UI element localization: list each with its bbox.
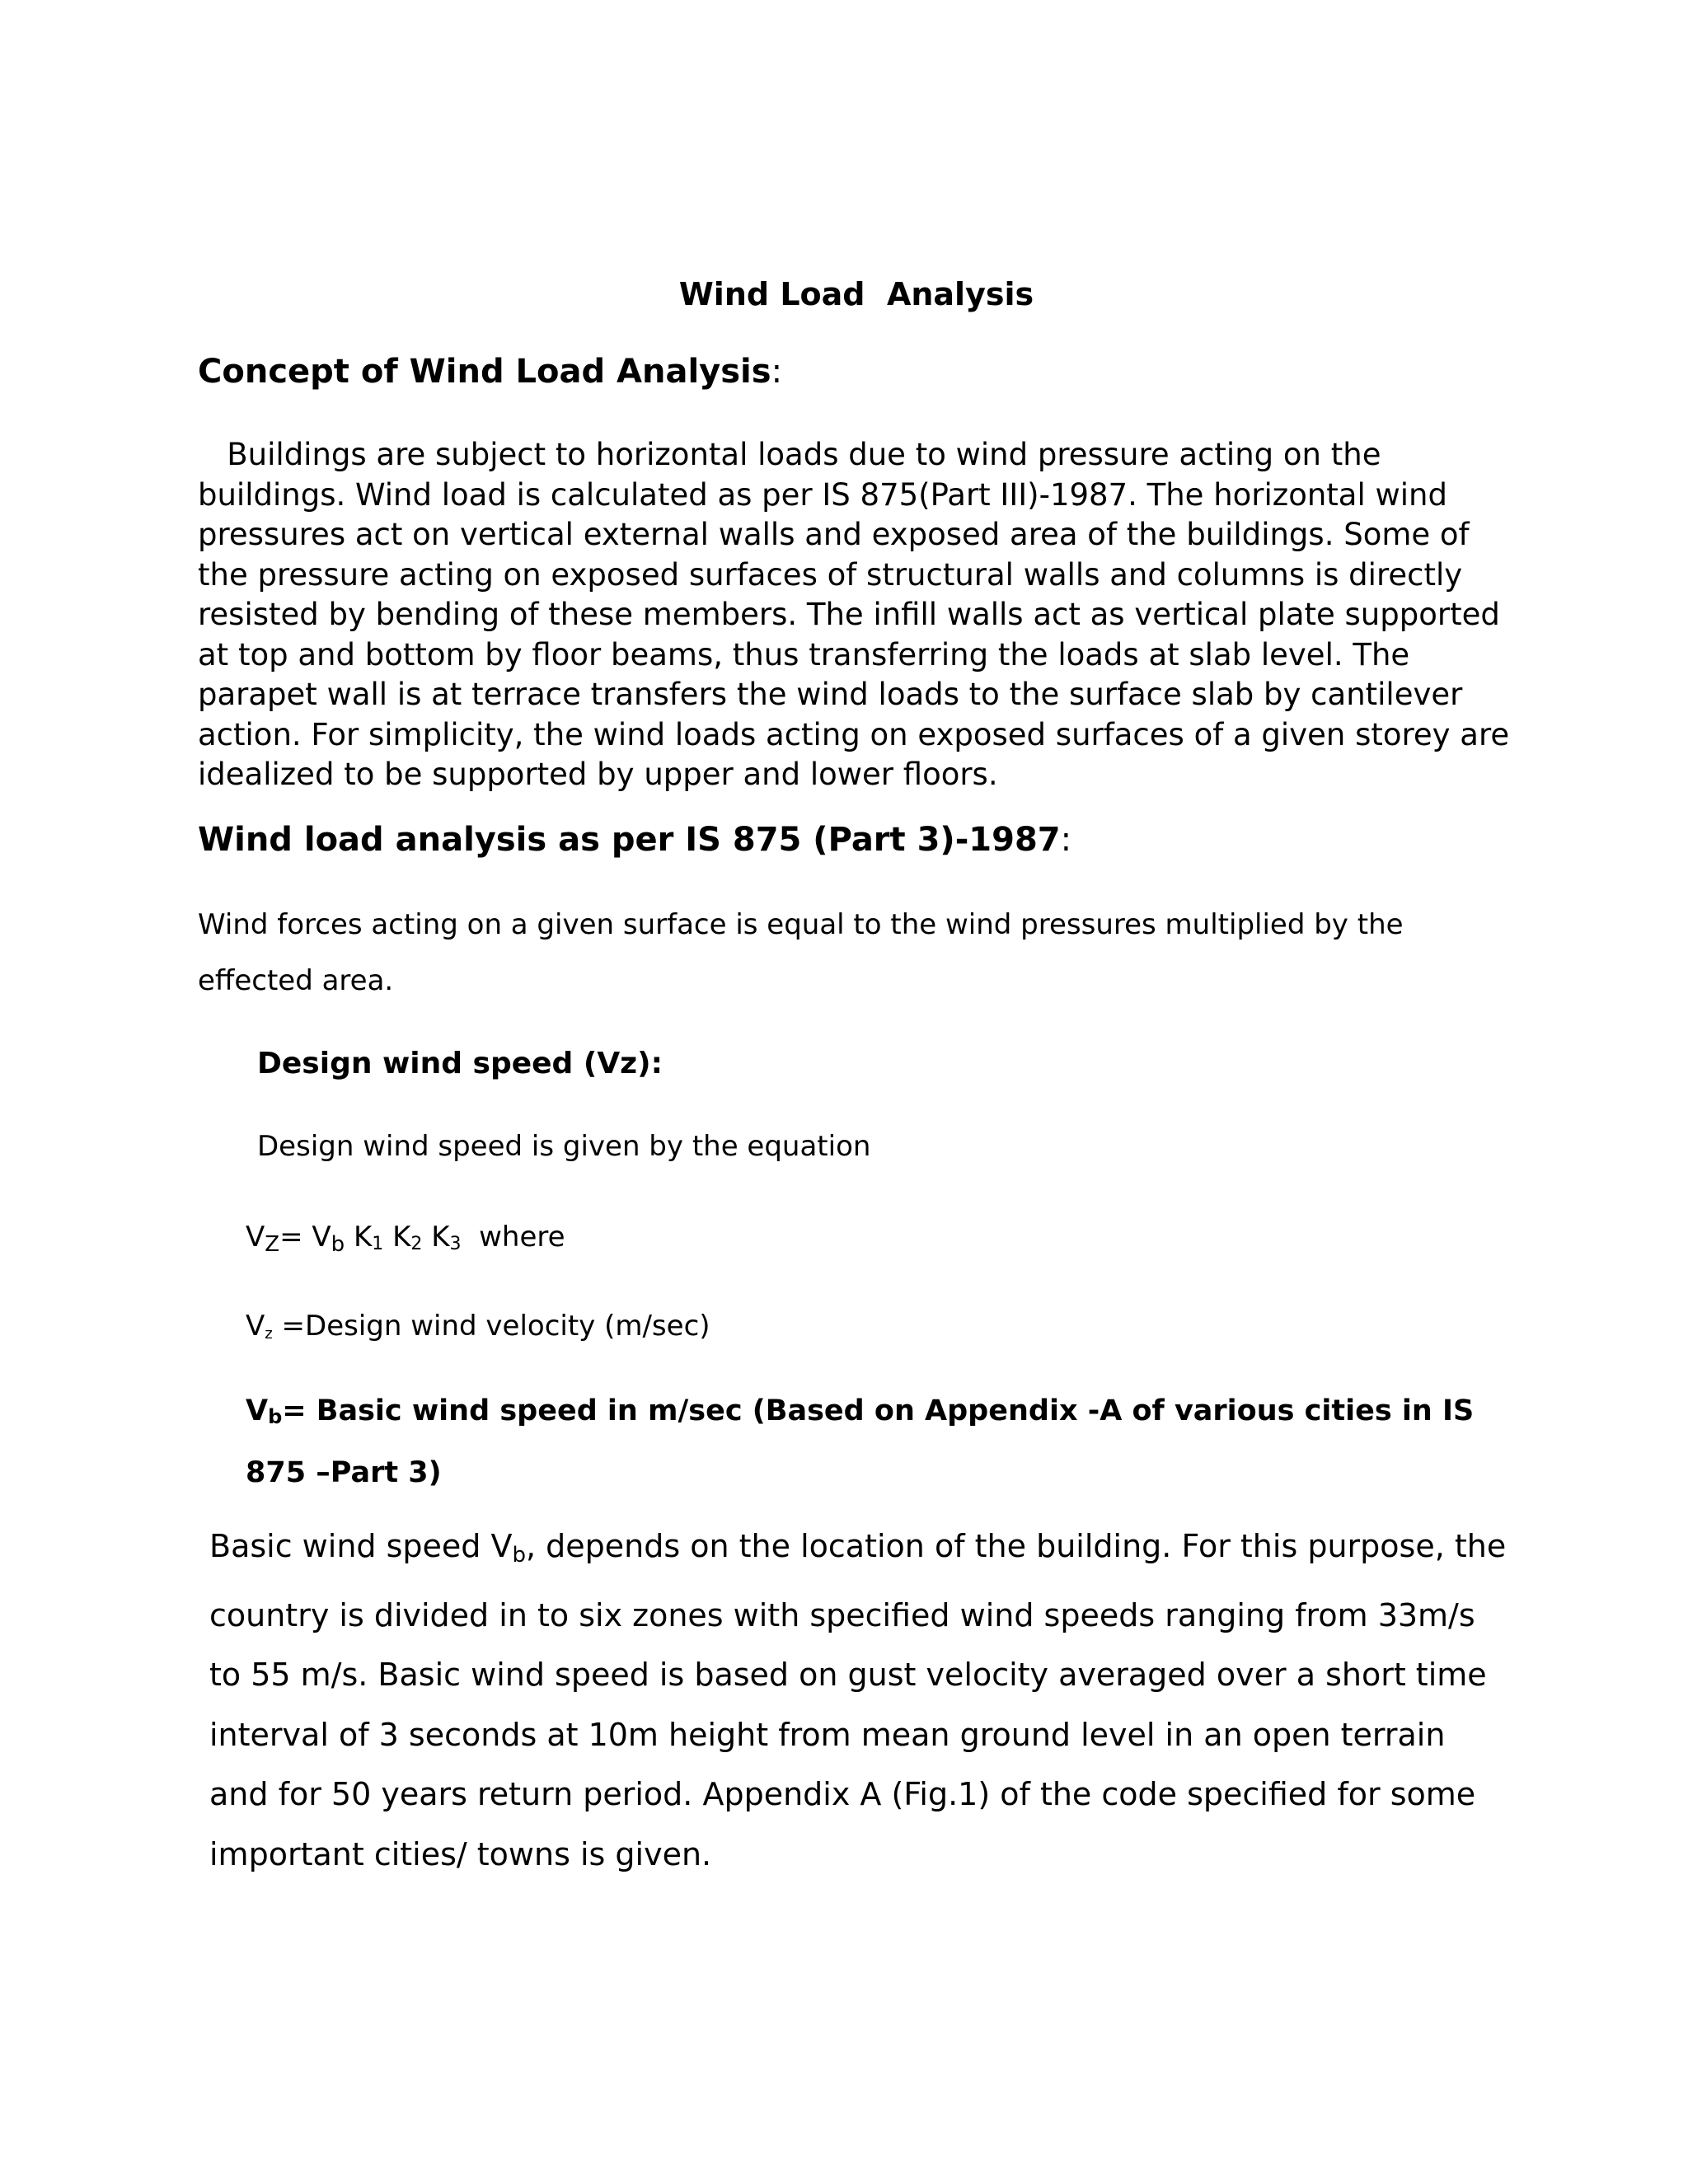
section-heading-concept-text: Concept of Wind Load Analysis [198, 353, 771, 391]
section-heading-concept-colon: : [771, 353, 783, 391]
basic-wind-speed-part2: , depends on the location of the building. For this purpose, the country is divided in to six zones with specified wind speeds ranging from 33m/s to 55 m/s. Basic wind speed is based on gust velocity averaged over a short time interval of 3 seconds at 10m height from mean ground level in an open terrain and for 50 years return period. Appendix A (Fig.1) of the code specified for some important cities/ towns is given. [209, 1528, 1507, 1872]
vb-def-sub: b [268, 1405, 283, 1428]
vz-def-v: V [246, 1310, 265, 1343]
design-wind-speed-heading: Design wind speed (Vz): [257, 1047, 663, 1080]
concept-paragraph: Buildings are subject to horizontal loads due to wind pressure acting on the buildings. Wind load is calculated as per IS 875(Part III)-1987. The horizontal wind pressures act on vertical external walls and exposed area of the buildings. Some of the pressure acting on exposed surfaces of structural walls and columns is directly resisted by bending of these members. The infill walls act as vertical plate supported at top and bottom by floor beams, thus transferring the loads at slab level. The parapet wall is at terrace transfers the wind loads to the surface slab by cantilever action. For simplicity, the wind loads acting on exposed surfaces of a given storey are idealized to be supported by upper and lower floors. [198, 437, 1519, 792]
eq-k1: K [353, 1221, 373, 1254]
eq-k3-sub: 3 [449, 1234, 462, 1254]
section-heading-is875 [198, 819, 1071, 860]
basic-wind-speed-sub: b [512, 1543, 526, 1568]
eq-v-sub: Z [265, 1232, 280, 1257]
eq-k2-sub: 2 [410, 1234, 423, 1254]
design-wind-speed-equation [246, 1216, 565, 1265]
eq-k2: K [392, 1221, 411, 1254]
vb-definition [246, 1383, 1498, 1501]
eq-where: where [479, 1221, 565, 1254]
eq-vb-sub: b [331, 1232, 345, 1257]
section-heading-concept [198, 351, 782, 392]
vz-def-text: =Design wind velocity (m/sec) [272, 1310, 710, 1343]
eq-k1-sub: 1 [372, 1234, 384, 1254]
vz-def-sub: z [265, 1325, 273, 1343]
design-wind-speed-intro: Design wind speed is given by the equation [257, 1130, 871, 1163]
page-title: Wind Load Analysis [678, 276, 1034, 312]
wind-forces-paragraph: Wind forces acting on a given surface is equal to the wind pressures multiplied by the effected area. [198, 908, 1404, 997]
basic-wind-speed-part1: Basic wind speed V [209, 1528, 513, 1564]
vb-def-text: = Basic wind speed in m/sec (Based on Appendix -A of various cities in IS 875 –Part 3) [246, 1394, 1475, 1489]
section-heading-is875-text: Wind load analysis as per IS 875 (Part 3)-1987 [198, 821, 1061, 859]
vz-definition [246, 1305, 710, 1355]
eq-vb: V [312, 1221, 331, 1254]
eq-equals: = [279, 1221, 312, 1254]
eq-k3: K [431, 1221, 450, 1254]
vb-def-v: V [246, 1394, 269, 1427]
section-heading-is875-colon: : [1060, 821, 1072, 859]
eq-v: V [246, 1221, 265, 1254]
basic-wind-speed-paragraph [209, 1516, 1512, 1884]
